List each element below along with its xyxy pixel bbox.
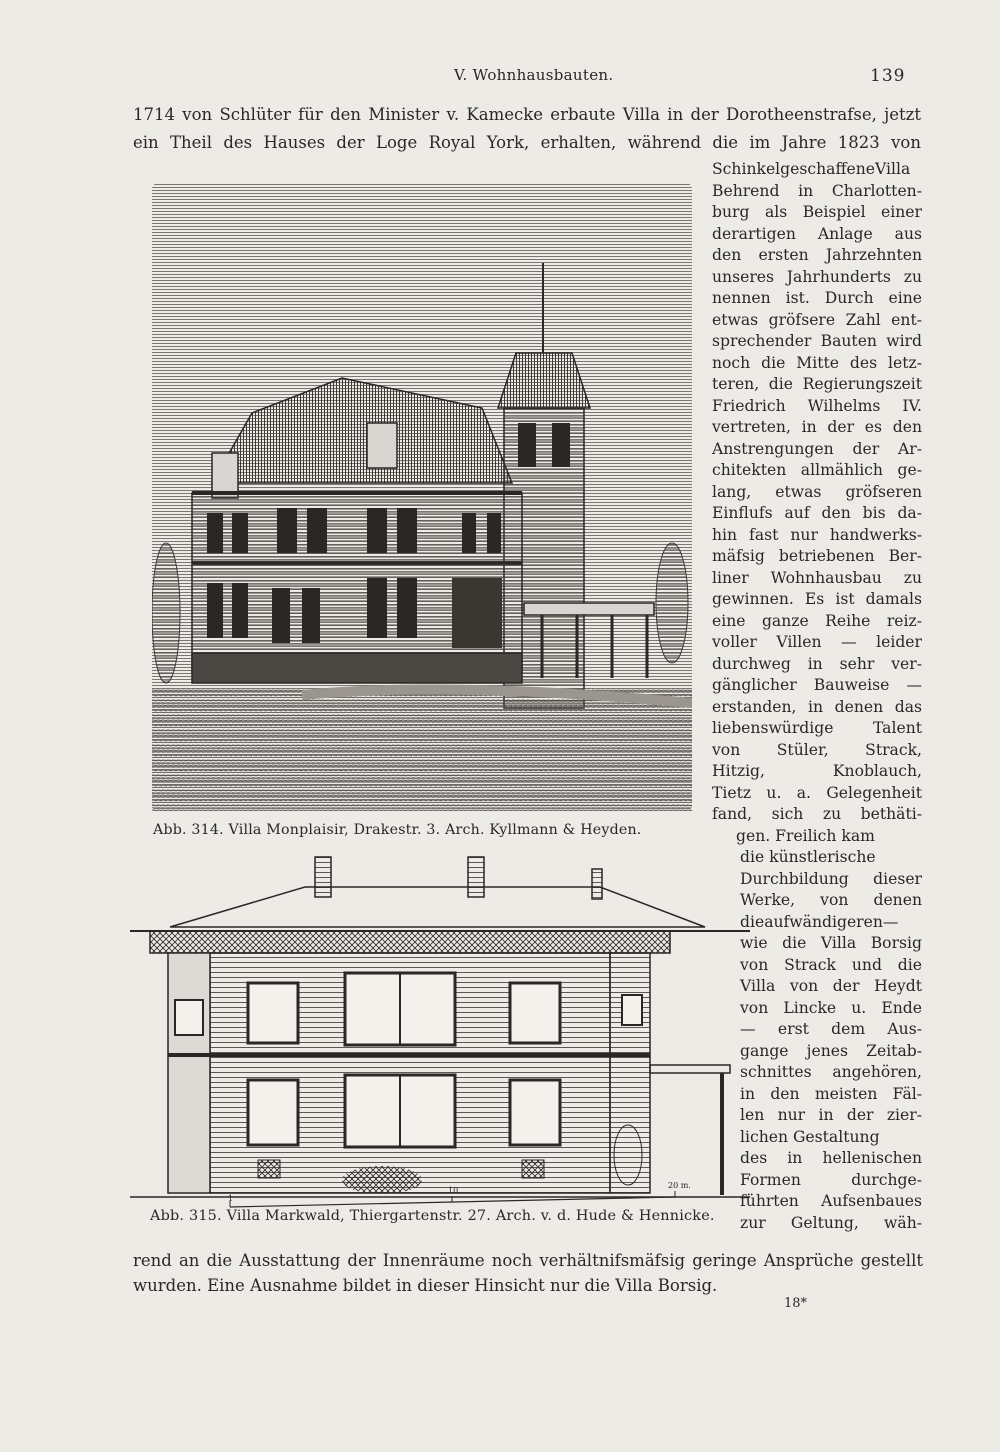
figure-315-caption: Abb. 315. Villa Markwald, Thiergartenstr. 27. Arch. v. d. Hude & Hennicke.	[150, 1208, 715, 1224]
scale-start-label: 1	[228, 1194, 234, 1203]
signature-mark: 18*	[784, 1296, 808, 1311]
column-line: teren, die Regierungszeit	[712, 375, 922, 393]
column-line: dieaufwändigeren—	[740, 912, 899, 931]
intro-line: 1714 von Schlüter für den Minister v. Kamecke erbaute Villa in der Dorotheenstrafse, jetzt	[133, 105, 921, 124]
column-line: Villa von der Heydt	[740, 977, 922, 995]
column-line: lichen Gestaltung	[740, 1127, 880, 1146]
column-line: chitekten allmählich ge-	[712, 461, 922, 479]
column-line: Friedrich Wilhelms IV.	[712, 396, 922, 415]
column-line: sprechender Bauten wird	[712, 332, 922, 350]
column-line: gange jenes Zeitab-	[740, 1041, 922, 1060]
column-line: Anstrengungen der Ar-	[712, 439, 922, 458]
column-line: erstanden, in denen das	[712, 697, 922, 716]
closing-line: rend an die Ausstattung der Innenräume noch verhältnifsmäfsig geringe Ansprüche gestellt	[133, 1251, 923, 1270]
column-line: — erst dem Aus-	[740, 1020, 922, 1038]
column-line: zur Geltung, wäh-	[740, 1213, 922, 1232]
column-line: fand, sich zu bethäti-	[712, 805, 922, 823]
column-line: in den meisten Fäl-	[740, 1084, 922, 1103]
column-line: noch die Mitte des letz-	[712, 353, 922, 372]
closing-line: wurden. Eine Ausnahme bildet in dieser Hinsicht nur die Villa Borsig.	[133, 1276, 718, 1295]
column-line: mäfsig betriebenen Ber-	[712, 547, 922, 565]
scale-end-label: 20 m.	[668, 1181, 691, 1190]
column-line: Behrend in Charlotten-	[712, 181, 922, 200]
column-line: eine ganze Reihe reiz-	[712, 611, 922, 630]
column-line: des in hellenischen	[740, 1149, 922, 1167]
column-line: gänglicher Bauweise —	[712, 676, 922, 694]
column-line: von Stüler, Strack,	[712, 740, 922, 759]
column-line: etwas gröfsere Zahl ent-	[712, 310, 922, 329]
column-line: durchweg in sehr ver-	[712, 654, 922, 673]
column-line: gen. Freilich kam	[736, 826, 875, 845]
running-head: V. Wohnhausbauten.	[454, 66, 614, 84]
column-line: Hitzig, Knoblauch,	[712, 762, 922, 780]
column-line: Formen durchge-	[740, 1170, 922, 1189]
column-line: gewinnen. Es ist damals	[712, 590, 922, 608]
column-line: derartigen Anlage aus	[712, 224, 922, 243]
column-line: burg als Beispiel einer	[712, 203, 922, 221]
column-line: len nur in der zier-	[740, 1106, 922, 1124]
column-line: lang, etwas gröfseren	[712, 482, 922, 501]
column-line: Durchbildung dieser	[740, 869, 922, 888]
figure-314-villa-monplaisir	[152, 183, 692, 811]
column-line: unseres Jahrhunderts zu	[712, 267, 922, 286]
column-line: liner Wohnhausbau zu	[712, 568, 922, 587]
column-line: vertreten, in der es den	[712, 418, 922, 436]
column-line: von Lincke u. Ende	[740, 998, 922, 1017]
column-line: den ersten Jahrzehnten	[712, 246, 922, 264]
column-line: Tietz u. a. Gelegenheit	[712, 783, 922, 802]
column-line: von Strack und die	[740, 955, 922, 974]
column-line: hin fast nur handwerks-	[712, 525, 922, 544]
column-line: führten Aufsenbaues	[740, 1192, 922, 1210]
column-line: Einflufs auf den bis da-	[712, 504, 922, 522]
scale-mid-label: 10	[448, 1186, 459, 1195]
intro-line: ein Theil des Hauses der Loge Royal York, erhalten, während die im Jahre 1823 von	[133, 133, 921, 152]
column-line: wie die Villa Borsig	[740, 934, 922, 952]
column-line: die künstlerische	[740, 848, 876, 866]
column-line: voller Villen — leider	[712, 633, 922, 651]
column-line: liebenswürdige Talent	[712, 719, 922, 737]
figure-315-villa-markwald	[130, 855, 750, 1210]
column-line: nennen ist. Durch eine	[712, 289, 922, 307]
figure-314-caption: Abb. 314. Villa Monplaisir, Drakestr. 3. Arch. Kyllmann & Heyden.	[153, 822, 642, 838]
page-number: 139	[870, 66, 906, 86]
column-line: SchinkelgeschaffeneVilla	[712, 160, 911, 178]
column-line: schnittes angehören,	[740, 1063, 922, 1081]
column-line: Werke, von denen	[740, 891, 922, 909]
